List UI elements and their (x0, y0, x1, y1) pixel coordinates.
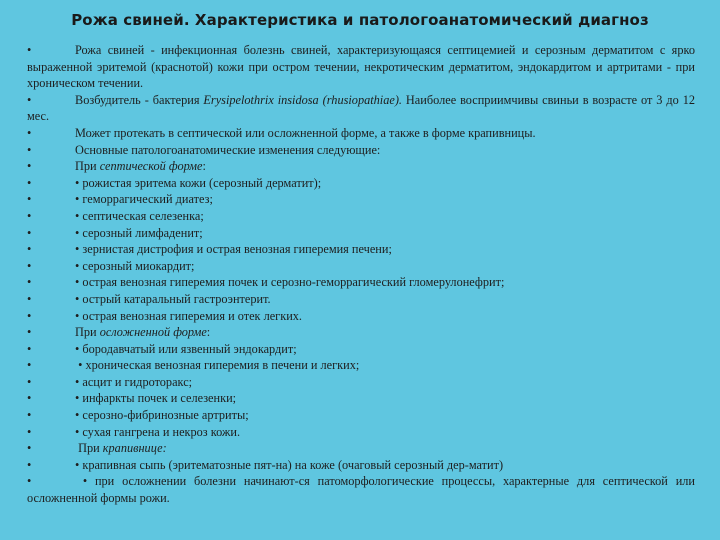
bullet: • (27, 258, 32, 273)
item-text: • асцит и гидроторакс; (75, 374, 193, 389)
item-text: • инфаркты почек и селезенки; (75, 391, 237, 406)
item-text: • серозный миокардит; (75, 258, 195, 273)
list-item (27, 457, 695, 474)
bullet: • (27, 424, 32, 439)
label-italic: септической форме (99, 159, 203, 174)
bullet: • (27, 225, 32, 240)
item-text: • острый катаральный гастроэнтерит. (75, 291, 271, 306)
label-italic: крапивнице: (102, 441, 167, 456)
paragraph-conclusion (27, 473, 695, 506)
conclusion-text: • при осложнении болезни начинают-ся патоморфологические процессы, характерные для септической или осложненной формы рожи. (27, 474, 695, 506)
bullet: • (27, 43, 32, 57)
bullet: • (27, 275, 32, 290)
paragraph-definition (27, 42, 695, 92)
bullet: • (27, 192, 32, 207)
list-item (27, 258, 695, 275)
item-text: • сухая гангрена и некроз кожи. (75, 424, 241, 439)
item-text: • зернистая дистрофия и острая венозная гиперемия печени; (75, 242, 392, 257)
bullet: • (27, 159, 32, 174)
label-italic: осложненной форме (99, 325, 207, 340)
label-post: : (206, 325, 211, 340)
pathogen-text-post: Наиболее восприимчивы свиньи в возрасте от 3 до 12 мес. (27, 92, 695, 124)
label-pre: При (75, 325, 100, 340)
bullet: • (27, 125, 32, 140)
bullet: • (27, 291, 32, 306)
urticaria-heading (27, 440, 695, 457)
list-item (27, 175, 695, 192)
bullet: • (27, 208, 32, 223)
list-item (27, 390, 695, 407)
slide-title: Рожа свиней. Характеристика и патологоанатомический диагноз (71, 11, 649, 29)
label-pre: При (75, 441, 103, 456)
item-text: • серозно-фибринозные артриты; (75, 408, 249, 423)
list-item (27, 125, 695, 142)
bullet: • (27, 408, 32, 423)
paragraph-text: Рожа свиней - инфекционная болезнь свиней, характеризующаяся септицемией и серозным дерматитом с ярко выраженной эритемой (краснотой) кожи при остром течении, некротическим дерматитом, эндокардитом и артритами - при хроническом течении. (27, 43, 695, 91)
bullet: • (27, 325, 32, 340)
item-text: • бородавчатый или язвенный эндокардит; (75, 341, 297, 356)
bullet: • (27, 242, 32, 257)
label-pre: При (75, 159, 100, 174)
bullet: • (27, 474, 32, 489)
bullet: • (27, 308, 32, 323)
bullet: • (27, 175, 32, 190)
bullet: • (27, 441, 32, 456)
label-post: : (202, 159, 206, 174)
bullet: • (27, 92, 32, 107)
list-item (27, 374, 695, 391)
list-item (27, 142, 695, 159)
septic-form-heading (27, 158, 695, 175)
pathogen-name: Erysipelothrix insidosa (rhusiopathiae). (203, 92, 402, 107)
list-item (27, 208, 695, 225)
line-text: Может протекать в септической или осложненной форме, а также в форме крапивницы. (75, 125, 536, 140)
item-text: • септическая селезенка; (75, 208, 204, 223)
bullet: • (27, 391, 32, 406)
slide-content (27, 42, 695, 507)
bullet: • (27, 457, 32, 472)
list-item (27, 424, 695, 441)
item-text: • серозный лимфаденит; (75, 225, 203, 240)
bullet: • (27, 142, 32, 157)
list-item (27, 407, 695, 424)
list-item (27, 225, 695, 242)
list-item (27, 274, 695, 291)
line-text: Основные патологоанатомические изменения следующие: (75, 142, 381, 157)
bullet: • (27, 374, 32, 389)
bullet: • (27, 341, 32, 356)
list-item (27, 308, 695, 325)
item-text: • хроническая венозная гиперемия в печени и легких; (75, 358, 360, 373)
item-text: • острая венозная гиперемия и отек легких. (75, 308, 303, 323)
list-item (27, 191, 695, 208)
list-item (27, 291, 695, 308)
list-item (27, 341, 695, 358)
pathogen-text-pre: Возбудитель - бактерия (75, 92, 204, 107)
item-text: • рожистая эритема кожи (серозный дерматит); (75, 175, 322, 190)
bullet: • (27, 358, 32, 373)
item-text: • геморрагический диатез; (75, 192, 213, 207)
item-text: • крапивная сыпь (эритематозные пят-на) на коже (очаговый серозный дер-матит) (75, 457, 504, 472)
list-item (27, 357, 695, 374)
item-text: • острая венозная гиперемия почек и серозно-геморрагический гломерулонефрит; (75, 275, 505, 290)
list-item (27, 241, 695, 258)
paragraph-pathogen (27, 92, 695, 125)
complicated-form-heading (27, 324, 695, 341)
